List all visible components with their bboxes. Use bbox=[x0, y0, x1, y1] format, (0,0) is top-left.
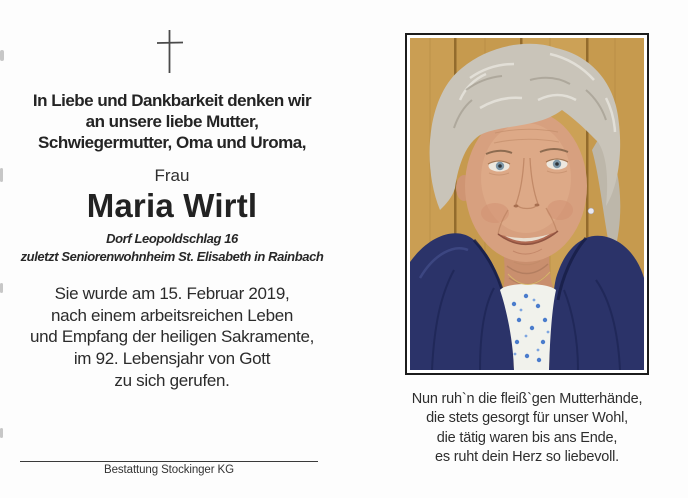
portrait-earring bbox=[588, 208, 594, 214]
memorial-verse bbox=[405, 390, 649, 467]
verse-line: es ruht dein Herz so liebevoll. bbox=[434, 448, 619, 465]
verse-line: die stets gesorgt für unser Wohl, bbox=[426, 410, 628, 427]
deceased-name: Maria Wirtl bbox=[86, 187, 258, 224]
address-line: zuletzt Seniorenwohnheim St. Elisabeth in Rainbach bbox=[20, 248, 324, 264]
address-text bbox=[0, 230, 344, 265]
verse-line: die tätig waren bis ans Ende, bbox=[436, 429, 618, 446]
obituary-line: im 92. Lebensjahr von Gott bbox=[73, 349, 271, 369]
obituary-line: nach einem arbeitsreichen Leben bbox=[50, 305, 294, 325]
intro-text bbox=[0, 90, 344, 153]
funeral-home-name: Bestattung Stockinger KG bbox=[104, 464, 234, 476]
intro-line: In Liebe und Dankbarkeit denken wir bbox=[32, 91, 312, 110]
portrait-photo bbox=[405, 33, 649, 375]
cross-icon bbox=[145, 27, 195, 77]
obituary-text bbox=[0, 283, 344, 392]
intro-line: an unsere liebe Mutter, bbox=[85, 112, 259, 131]
obituary-line: Sie wurde am 15. Februar 2019, bbox=[54, 284, 290, 303]
footer-divider bbox=[20, 461, 318, 462]
verse-line: Nun ruh`n die fleiß`gen Mutterhände, bbox=[411, 391, 643, 407]
obituary-line: zu sich gerufen. bbox=[114, 370, 230, 390]
intro-line: Schwiegermutter, Oma und Uroma, bbox=[38, 133, 306, 152]
salutation: Frau bbox=[154, 166, 190, 185]
address-line: Dorf Leopoldschlag 16 bbox=[106, 231, 238, 246]
obituary-line: und Empfang der heiligen Sakramente, bbox=[29, 327, 315, 347]
portrait-illustration bbox=[410, 38, 644, 370]
